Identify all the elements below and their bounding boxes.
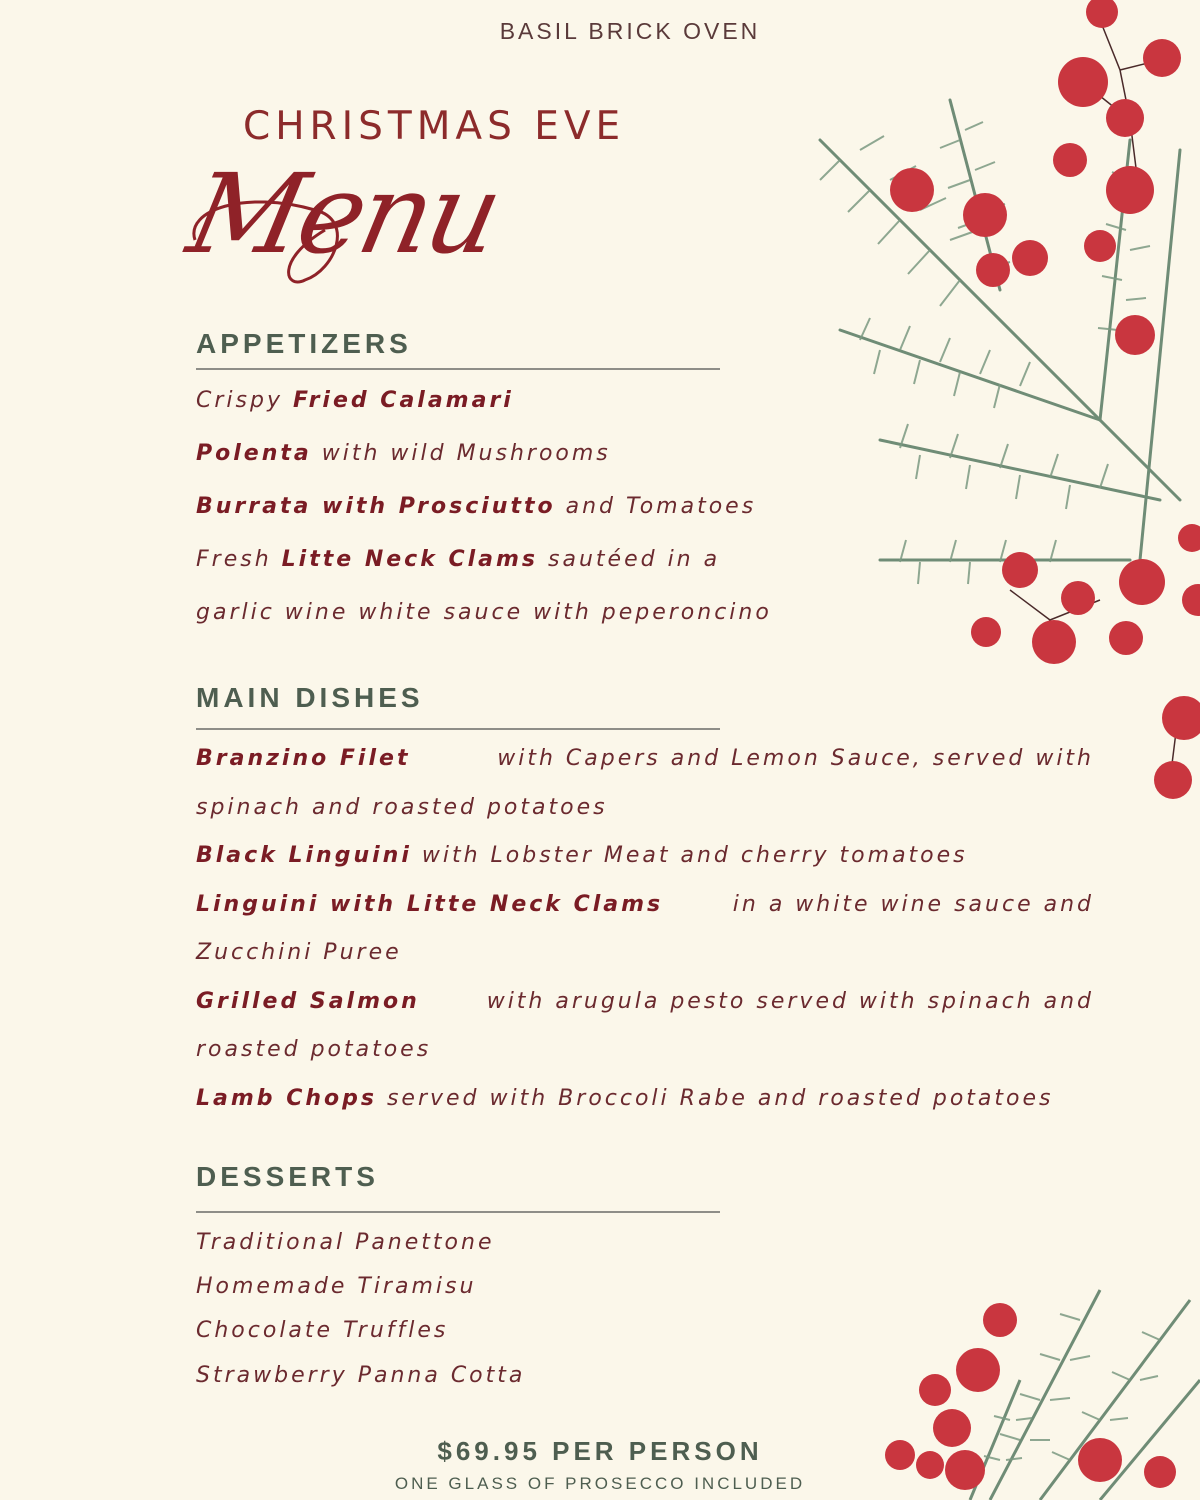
dessert-item: Chocolate Truffles [196, 1318, 449, 1343]
main-dish-item: Linguini with Litte Neck Clams in a white wine sauce and [196, 892, 1094, 917]
restaurant-name: BASIL BRICK OVEN [499, 18, 761, 44]
section-title-appetizers: APPETIZERS [196, 328, 412, 359]
appetizer-item: Crispy Fried Calamari [196, 388, 514, 413]
pine-berry-decoration-top-icon [800, 0, 1200, 820]
appetizer-item: Burrata with Prosciutto and Tomatoes [196, 494, 757, 519]
section-title-main-dishes: MAIN DISHES [196, 682, 424, 713]
main-dish-item-continued: spinach and roasted potatoes [196, 795, 608, 820]
section-divider [196, 728, 720, 730]
prosecco-note: ONE GLASS OF PROSECCO INCLUDED [394, 1474, 806, 1493]
main-dish-item: Black Linguini with Lobster Meat and cherry tomatoes [196, 843, 968, 868]
main-dish-item-continued: roasted potatoes [196, 1037, 432, 1062]
main-dish-item: Branzino Filet with Capers and Lemon Sauce, served with [196, 746, 1094, 771]
dessert-item: Traditional Panettone [196, 1230, 495, 1255]
main-dish-item: Grilled Salmon with arugula pesto served with spinach and [196, 989, 1094, 1014]
main-dish-item: Lamb Chops served with Broccoli Rabe and roasted potatoes [196, 1086, 1054, 1111]
section-divider [196, 368, 720, 370]
main-dish-item-continued: Zucchini Puree [196, 940, 402, 965]
section-divider [196, 1211, 720, 1213]
menu-script-title: Menu [178, 150, 510, 278]
section-title-desserts: DESSERTS [196, 1161, 379, 1192]
dessert-item: Homemade Tiramisu [196, 1274, 477, 1299]
appetizer-item: Fresh Litte Neck Clams sautéed in a [196, 547, 721, 572]
price-per-person: $69.95 PER PERSON [437, 1436, 763, 1466]
occasion-title: CHRISTMAS EVE [243, 104, 626, 149]
dessert-item: Strawberry Panna Cotta [196, 1363, 526, 1388]
appetizer-item: Polenta with wild Mushrooms [196, 441, 611, 466]
appetizer-item-continued: garlic wine white sauce with peperoncino [196, 600, 772, 625]
